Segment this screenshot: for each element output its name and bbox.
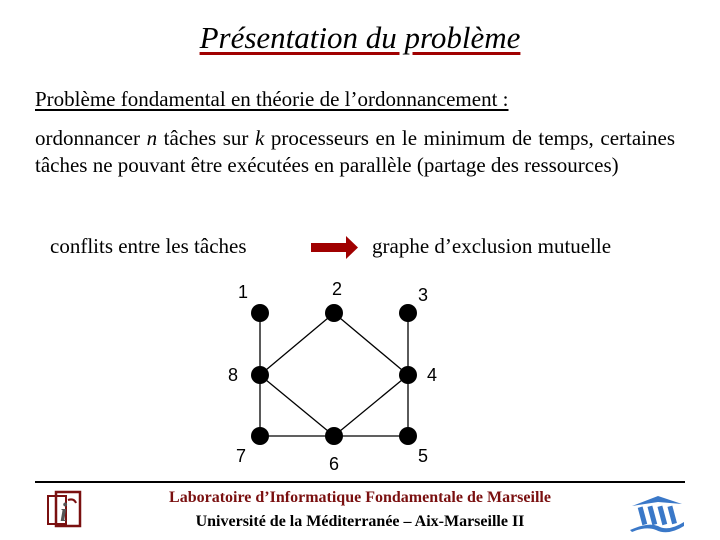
university-logo-icon xyxy=(628,492,686,534)
node-label-8: 8 xyxy=(228,365,239,385)
graph-node-7 xyxy=(251,427,269,445)
node-label-2: 2 xyxy=(332,279,343,299)
node-label-6: 6 xyxy=(329,454,340,474)
node-label-4: 4 xyxy=(427,365,438,385)
svg-text:i: i xyxy=(60,498,68,527)
problem-description: ordonnancer n tâches sur k processeurs en le minimum de temps, certaines tâches ne pouvant être exécutées en parallèle (partage des ressources) xyxy=(35,126,675,177)
graph-edge xyxy=(260,313,334,375)
graph-node-4 xyxy=(399,366,417,384)
graph-node-2 xyxy=(325,304,343,322)
slide-title: Présentation du problème xyxy=(199,20,521,55)
graph-node-5 xyxy=(399,427,417,445)
university-name: Université de la Méditerranée – Aix-Marseille II xyxy=(195,513,525,530)
conflicts-label: conflits entre les tâches xyxy=(50,234,247,258)
node-label-3: 3 xyxy=(418,285,429,305)
subtitle: Problème fondamental en théorie de l’ordonnancement : xyxy=(35,87,509,111)
graph-node-3 xyxy=(399,304,417,322)
graph-label: graphe d’exclusion mutuelle xyxy=(372,234,612,258)
graph-node-6 xyxy=(325,427,343,445)
graph-edge xyxy=(260,375,334,436)
footer-divider xyxy=(35,481,685,483)
graph-node-8 xyxy=(251,366,269,384)
node-label-7: 7 xyxy=(236,446,247,466)
arrow-right-icon xyxy=(311,236,358,259)
graph-edge xyxy=(334,375,408,436)
graph-node-1 xyxy=(251,304,269,322)
node-label-1: 1 xyxy=(238,282,249,302)
lab-name: Laboratoire d’Informatique Fondamentale de Marseille xyxy=(169,489,551,506)
graph-edge xyxy=(334,313,408,375)
node-label-5: 5 xyxy=(418,446,429,466)
